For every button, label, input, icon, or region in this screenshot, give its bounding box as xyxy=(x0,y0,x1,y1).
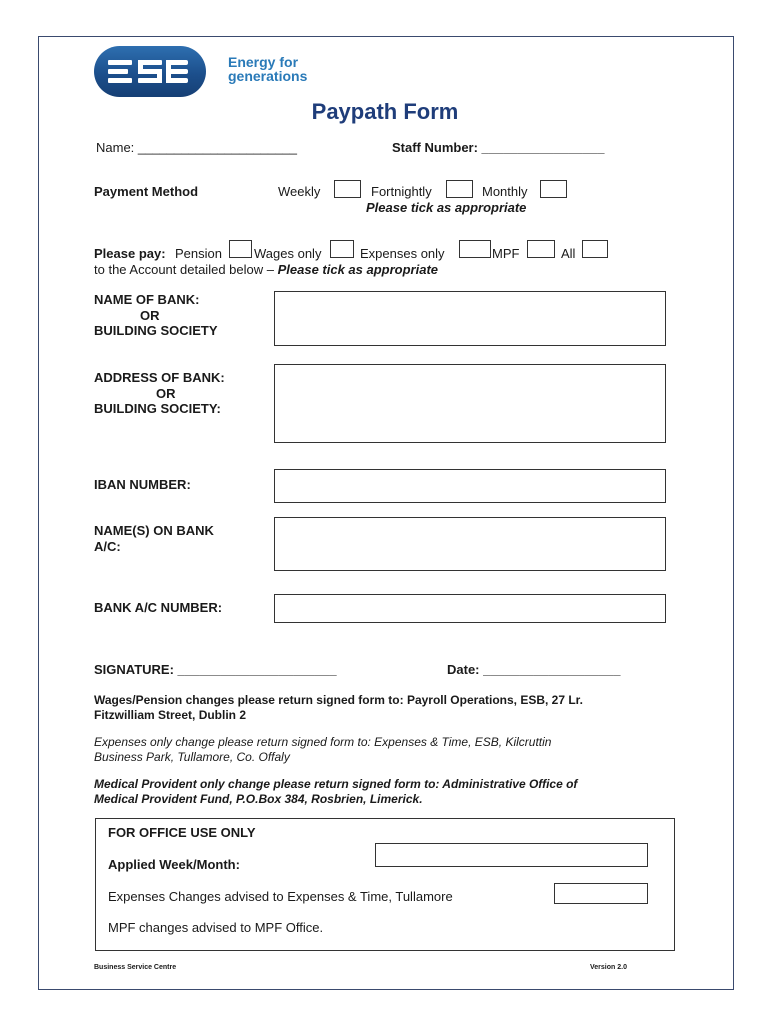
name-field[interactable]: Name: ______________________ xyxy=(96,140,297,155)
fortnightly-label: Fortnightly xyxy=(371,184,432,199)
esb-logo-mark-icon xyxy=(108,58,192,86)
expenses-checkbox[interactable] xyxy=(459,240,491,258)
wages-checkbox[interactable] xyxy=(330,240,354,258)
footer-department: Business Service Centre xyxy=(94,964,177,971)
page-title: Paypath Form xyxy=(311,99,459,124)
esb-logo xyxy=(94,46,206,97)
bank-address-label: ADDRESS OF BANK: OR BUILDING SOCIETY: xyxy=(94,370,225,416)
monthly-label: Monthly xyxy=(482,184,528,199)
iban-label: IBAN NUMBER: xyxy=(94,477,191,492)
applied-week-label: Applied Week/Month: xyxy=(108,857,240,872)
monthly-checkbox[interactable] xyxy=(540,180,567,198)
mpf-checkbox[interactable] xyxy=(527,240,555,258)
pension-checkbox[interactable] xyxy=(229,240,252,258)
iban-input[interactable] xyxy=(274,469,666,503)
staff-number-field[interactable]: Staff Number: _________________ xyxy=(392,140,605,155)
account-number-input[interactable] xyxy=(274,594,666,623)
wages-return-note: Wages/Pension changes please return signed form to: Payroll Operations, ESB, 27 Lr. Fitzwilliam Street, Dublin 2 xyxy=(94,693,584,722)
please-pay-label: Please pay: xyxy=(94,246,166,261)
footer-version: Version 2.0 xyxy=(590,964,627,971)
expenses-advised-label: Expenses Changes advised to Expenses & Time, Tullamore xyxy=(108,889,453,904)
payment-method-label: Payment Method xyxy=(94,184,199,199)
all-label: All xyxy=(561,246,576,261)
date-field[interactable]: Date: ___________________ xyxy=(447,662,621,677)
signature-field[interactable]: SIGNATURE: ______________________ xyxy=(94,662,337,677)
expenses-label: Expenses only xyxy=(360,246,445,261)
bank-address-input[interactable] xyxy=(274,364,666,443)
please-pay-line2-note: Please tick as appropriate xyxy=(277,262,439,277)
all-checkbox[interactable] xyxy=(582,240,608,258)
weekly-label: Weekly xyxy=(278,184,321,199)
please-pay-line2 xyxy=(94,262,438,277)
medical-return-note: Medical Provident only change please return signed form to: Administrative Office of Medical Provident Fund, P.O.Box 384, Rosbrien, Limerick. xyxy=(94,777,578,806)
payment-note: Please tick as appropriate xyxy=(366,200,527,215)
expenses-advised-input[interactable] xyxy=(554,883,648,904)
applied-week-input[interactable] xyxy=(375,843,648,867)
account-number-label: BANK A/C NUMBER: xyxy=(94,600,223,615)
wages-label: Wages only xyxy=(254,246,322,261)
mpf-label: MPF xyxy=(492,246,520,261)
bank-name-input[interactable] xyxy=(274,291,666,346)
fortnightly-checkbox[interactable] xyxy=(446,180,473,198)
weekly-checkbox[interactable] xyxy=(334,180,361,198)
office-use-heading: FOR OFFICE USE ONLY xyxy=(108,825,256,840)
mpf-advised-label: MPF changes advised to MPF Office. xyxy=(108,920,324,935)
bank-name-label: NAME OF BANK: OR BUILDING SOCIETY xyxy=(94,292,218,338)
expenses-return-note: Expenses only change please return signed form to: Expenses & Time, ESB, Kilcruttin Business Park, Tullamore, Co. Offaly xyxy=(94,735,552,764)
pension-label: Pension xyxy=(175,246,222,261)
please-pay-line2-text: to the Account detailed below – xyxy=(94,262,274,277)
brand-tagline: Energy for generations xyxy=(228,54,308,84)
account-names-input[interactable] xyxy=(274,517,666,571)
account-names-label: NAME(S) ON BANK A/C: xyxy=(94,523,214,554)
